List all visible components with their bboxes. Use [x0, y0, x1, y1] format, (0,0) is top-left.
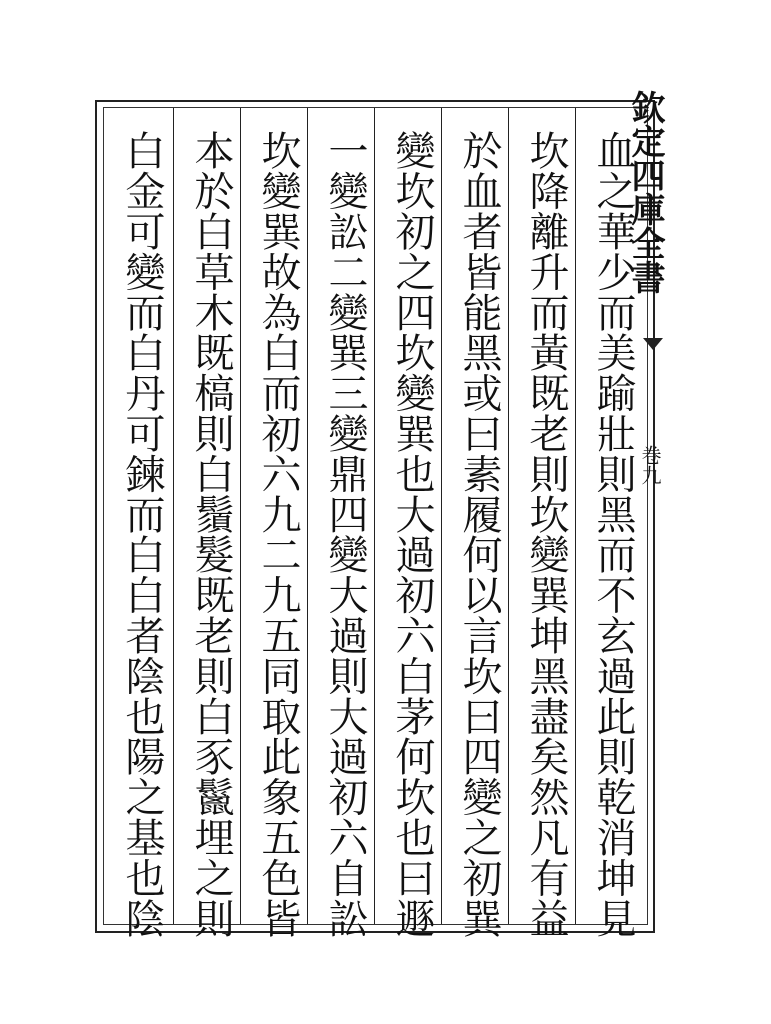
text-column-4: 變坎初之四坎變巽也大過初六白茅何坎也曰遯 [389, 130, 435, 938]
column-rule [307, 108, 308, 924]
text-column-2: 坎降離升而黃既老則坎變巽坤黑盡矣然凡有益 [523, 130, 569, 938]
book-title: 欽定四庫全書 [625, 90, 665, 294]
text-column-8: 白金可變而白丹可鍊而白白者陰也陽之基也陰 [119, 130, 165, 938]
text-column-1: 血之華少而美踰壯則黑而不玄過此則乾消坤見 [590, 130, 636, 938]
text-column-3: 於血者皆能黑或曰素履何以言坎曰四變之初巽 [456, 130, 502, 938]
column-rule [508, 108, 509, 924]
volume-label: 卷九 [638, 445, 662, 485]
text-column-7: 本於白草木既槁則白鬚髮既老則白豕鬣埋之則 [188, 130, 234, 938]
column-rule [575, 108, 576, 924]
text-column-5: 一變訟二變巽三變鼎四變大過則大過初六自訟 [322, 130, 368, 938]
text-column-6: 坎變巽故為白而初六九二九五同取此象五色皆 [255, 130, 301, 938]
column-rule [173, 108, 174, 924]
column-rule [240, 108, 241, 924]
column-rule [374, 108, 375, 924]
column-rule [441, 108, 442, 924]
